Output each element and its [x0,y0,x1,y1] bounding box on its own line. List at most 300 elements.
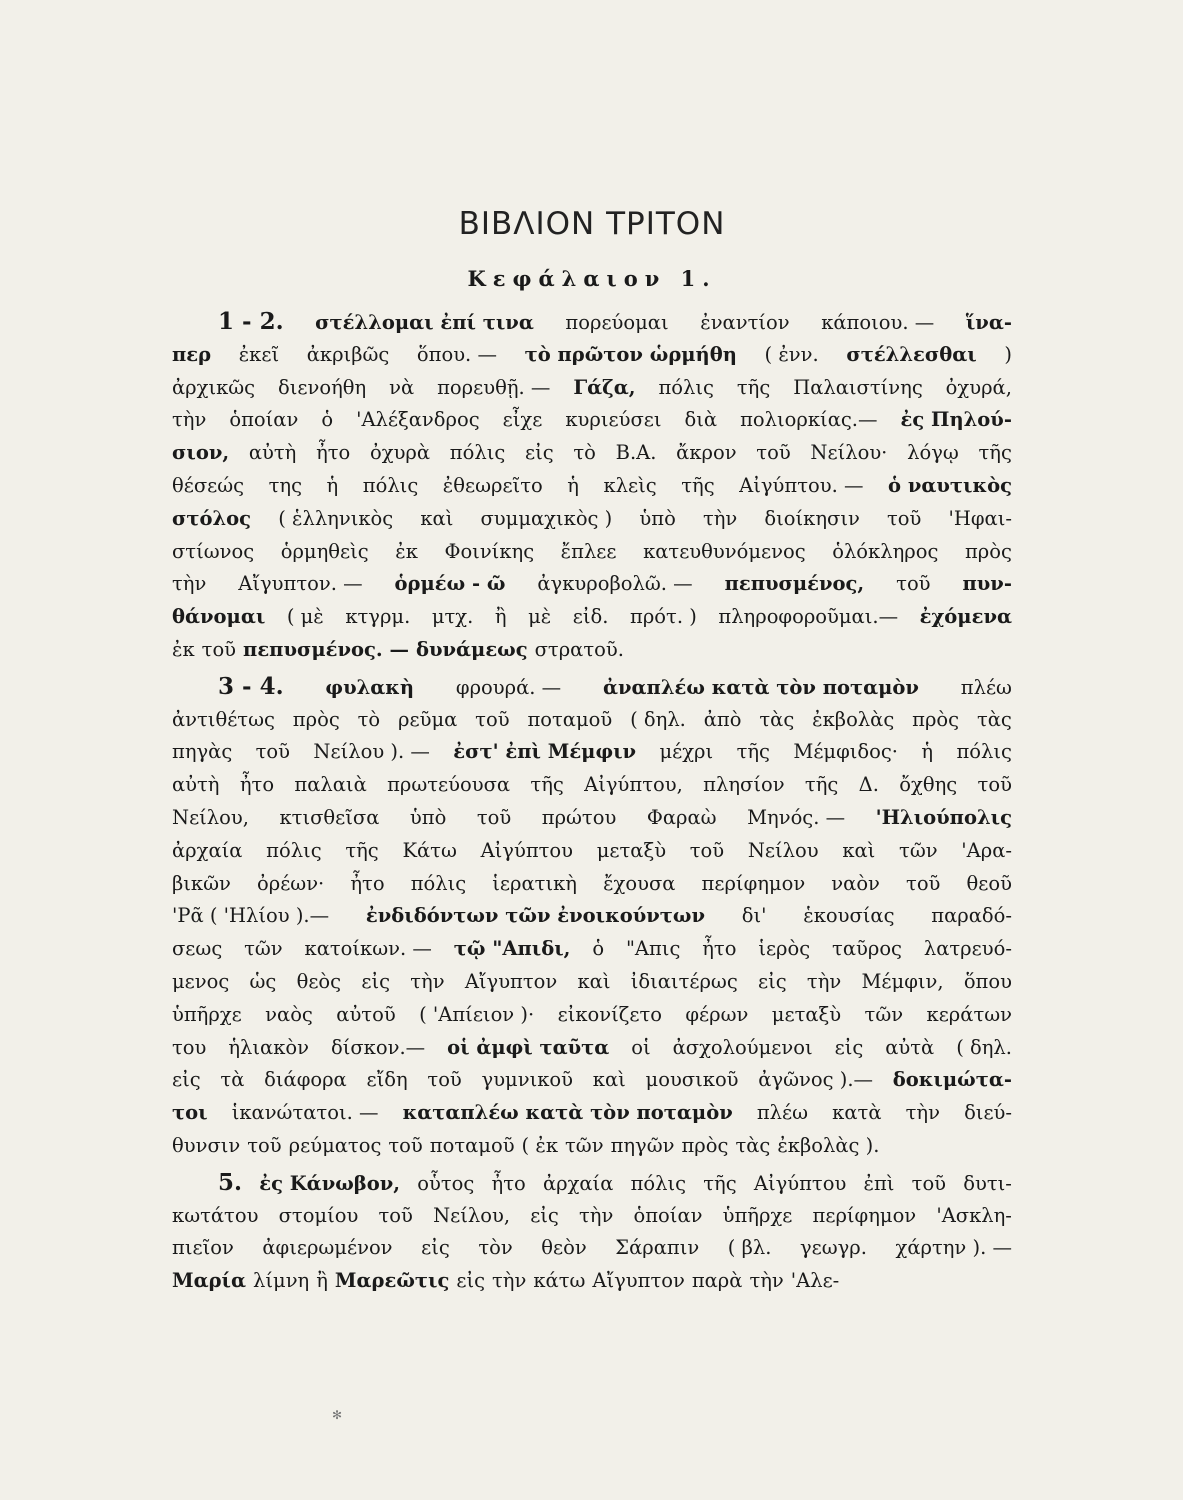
gloss-text: Μέμφιδος· [793,740,899,764]
gloss-text: οὗτος [417,1171,475,1195]
gloss-text: θέσεώς [172,473,245,497]
gloss-text: διεύ- [964,1101,1012,1125]
gloss-text: τὴν [806,969,842,993]
gloss-text: τοῦ [427,1068,462,1092]
gloss-text: ἀρχικῶς [172,375,256,399]
gloss-text: τὴν [579,1203,614,1227]
gloss-text: ὑπῆρχε [172,1002,242,1026]
gloss-text: κυριεύσει [565,408,662,432]
text-line [172,404,1012,437]
gloss-text: πλέω [756,1101,809,1125]
gloss-text: περίφημον [812,1203,917,1227]
gloss-text: πρώτου [541,805,617,829]
lemma-term: Μαρία [172,1269,247,1293]
text-line [172,306,1012,339]
lemma-term: ἐχόμενα [919,605,1012,629]
ornament-mark: ✻ [332,1408,343,1422]
gloss-text: ἢ [494,605,507,629]
gloss-text: θυνσιν [172,1133,241,1157]
lemma-term: πεπυσμένος, [724,572,865,596]
gloss-text: Δ. [858,773,879,797]
gloss-text: τὴν [749,1269,784,1293]
gloss-text: στίωνος [172,539,255,563]
gloss-text: τοῦ [911,1171,947,1195]
gloss-text: πληροφοροῦμαι.— [718,605,899,629]
gloss-text: ἢ [316,1269,328,1293]
gloss-text: τοῦ [388,1133,423,1157]
gloss-text: τὴν [172,572,207,596]
gloss-text: πρὸς [912,707,960,731]
gloss-text: ἐκ [172,637,195,661]
gloss-text: ἐναντίον [700,311,790,334]
gloss-text: ὁρμηθεὶς [280,539,369,563]
gloss-text: κεράτων [926,1002,1012,1026]
text-line [172,1064,1012,1097]
gloss-text: ἔχουσα [603,871,676,895]
gloss-text: Φαραὼ [646,805,717,829]
gloss-text: μεταξὺ [771,1002,842,1026]
gloss-text: του [172,1035,207,1059]
gloss-text: ὁλόκληρος [832,539,939,563]
gloss-text: τοῦ [476,805,512,829]
gloss-text: τὸ [357,707,381,731]
text-line [172,372,1012,405]
gloss-text: κάποιου. — [821,311,935,334]
gloss-text: τοῦ [201,637,237,661]
gloss-text: Μέμφιν, [861,969,944,993]
gloss-text: ἡ [567,473,579,497]
gloss-text: Νείλου ). — [313,740,430,764]
gloss-text: τὴν [410,969,445,993]
text-line [172,470,1012,503]
gloss-text: πολιορκίας.— [740,408,878,432]
lemma-term: ἐς Πηλού- [900,408,1012,432]
gloss-text: ὄχθης [899,773,958,797]
gloss-text: εἰς [456,1269,486,1293]
gloss-text: Παλαιστίνης [793,375,923,399]
gloss-text: διενοήθη [278,375,367,399]
gloss-text: πιεῖον [172,1236,234,1260]
text-line [172,568,1012,601]
gloss-text: αὐτοῦ [336,1002,396,1026]
gloss-text: ἱερατικὴ [492,871,577,895]
gloss-text: Νείλου· [810,441,888,465]
gloss-text: μουσικοῦ [645,1068,739,1092]
gloss-text: πόλις [956,740,1012,764]
gloss-text: πηγὰς [172,740,233,764]
gloss-text: 'Ρᾶ ( 'Ηλίου ).— [172,904,330,928]
gloss-text: Κάτω [402,838,457,862]
gloss-text: ἦτο [316,441,351,465]
lemma-term: Γάζα, [573,375,636,399]
gloss-text: καὶ [420,506,454,530]
gloss-text: τοῦ [906,871,941,895]
gloss-text: μέχρι [659,740,714,764]
gloss-text: ἐκεῖ [238,342,280,366]
paragraph [172,306,1012,667]
gloss-text: μτχ. [431,605,474,629]
gloss-text: αὐτὴ [172,773,220,797]
gloss-text: Β.Α. [615,441,657,465]
gloss-text: ἐκβολὰς ). [777,1133,880,1157]
gloss-text: δυτι- [963,1171,1012,1195]
gloss-text: πόλις [658,375,714,399]
gloss-text: τὰς [976,707,1012,731]
gloss-text: τὴν [702,506,738,530]
gloss-text: φρουρά. — [455,675,562,699]
text-line [172,1167,1012,1200]
gloss-text: θεὸν [541,1236,587,1260]
gloss-text: ναὸς [265,1002,313,1026]
gloss-text: λόγῳ [907,441,959,465]
gloss-text: παλαιὰ [294,773,367,797]
text-line [172,933,1012,966]
gloss-text: ἡ [326,473,339,497]
text-line [172,339,1012,372]
gloss-text: παρὰ [691,1269,743,1293]
gloss-text: εἰς [361,969,391,993]
lemma-term: ὁ ναυτικὸς [888,473,1012,497]
gloss-text: ( ἐνν. [764,342,819,366]
gloss-text: τῆς [681,473,715,497]
gloss-text: εἶχε [502,408,543,432]
paragraph [172,671,1012,1163]
lemma-term: τοι [172,1101,208,1125]
section-number: 3 - 4. [218,672,284,700]
text-line [172,966,1012,999]
lemma-term: ἀναπλέω κατὰ τὸν ποταμὸν [603,675,919,699]
gloss-text: τοῦ [255,740,291,764]
commentary-body [172,306,1012,1302]
lemma-term: θάνομαι [172,605,266,629]
gloss-text: τῆς [736,375,771,399]
gloss-text: εἰς [530,1203,559,1227]
text-line [172,536,1012,569]
gloss-text: τὴν [172,408,207,432]
gloss-text: ἔπλεε [560,539,617,563]
gloss-text: οἱ [631,1035,651,1059]
gloss-text: διοίκησιν [764,506,860,530]
lemma-term: Μαρεῶτις [334,1269,450,1293]
gloss-text: ἦτο [491,1171,526,1195]
gloss-text: Νείλου, [433,1203,511,1227]
gloss-text: ὁποίαν [229,408,299,432]
gloss-text: ἄκρον [676,441,737,465]
gloss-text: κλεὶς [603,473,657,497]
gloss-text: νὰ [389,375,415,399]
gloss-text: περίφημον [701,871,806,895]
gloss-text: τὰς [735,1133,771,1157]
lemma-term: τὸ πρῶτον ὡρμήθη [524,342,737,366]
text-line [172,1097,1012,1130]
gloss-text: μὲ [528,605,552,629]
lemma-term: στέλλεσθαι [846,342,977,366]
gloss-text: εἰς [421,1236,450,1260]
gloss-text: Αἰγύπτου [753,1171,847,1195]
gloss-text: 'Ασκλη- [936,1203,1012,1227]
gloss-text: ( δηλ. [956,1035,1012,1059]
gloss-text: καὶ [577,969,611,993]
text-line [172,1130,1012,1163]
text-line [172,900,1012,933]
lemma-term: ἐς Κάνωβον, [259,1171,401,1195]
gloss-text: τῶν [565,1133,604,1157]
gloss-text: ὀχυρὰ [370,441,431,465]
book-title: ΒΙΒΛΙΟΝ ΤΡΙΤΟΝ [458,206,726,242]
gloss-text: 'Αλε- [790,1269,840,1293]
lemma-term: στόλος [172,506,252,530]
gloss-text: Αἴγυπτον [592,1269,685,1293]
gloss-text: τῆς [530,773,564,797]
gloss-text: ἐθεωρεῖτο [442,473,543,497]
gloss-text: 'Ηφαι- [948,506,1012,530]
gloss-text: τοῦ [977,773,1012,797]
text-line [172,868,1012,901]
text-line [172,671,1012,704]
gloss-text: Αἰγύπτου, [584,773,683,797]
gloss-text: τοῦ [689,838,725,862]
gloss-text: πόλις [362,473,419,497]
gloss-text: χάρτην ). — [895,1236,1012,1260]
gloss-text: κατοίκων. — [304,937,432,961]
gloss-text: ὡς [249,969,277,993]
gloss-text: πηγῶν [610,1133,675,1157]
gloss-text: ἐκβολὰς [812,707,895,731]
gloss-text: πρὸς [292,707,340,731]
gloss-text: ἀρχαία [172,838,243,862]
gloss-text: πόλις [410,871,467,895]
gloss-text: τὸν [478,1236,513,1260]
gloss-text: ἦτο [239,773,275,797]
gloss-text: ἀντιθέτως [172,707,275,731]
gloss-text: Αἰγύπτου [480,838,574,862]
gloss-text: παραδό- [931,904,1012,928]
text-line [172,704,1012,737]
text-line [172,1232,1012,1265]
text-line [172,736,1012,769]
gloss-text: εἰς [834,1035,864,1059]
gloss-text: ἡ [921,740,934,764]
gloss-text: πρότ. ) [630,605,697,629]
section-number: 1 - 2. [218,308,284,335]
gloss-text: ( βλ. [727,1236,772,1260]
gloss-text: εἰς [758,969,787,993]
gloss-text: ἐκ [395,539,418,563]
gloss-text: Σάραπιν [615,1236,700,1260]
gloss-text: ) [1004,342,1012,366]
gloss-text: ( δηλ. [630,707,686,731]
text-line [172,1265,1012,1298]
lemma-term: πυν- [962,572,1012,596]
gloss-text: ἀπὸ [703,707,742,731]
gloss-text: ἀσχολούμενοι [672,1035,813,1059]
gloss-text: ἀκριβῶς [306,342,390,366]
gloss-text: τῆς [978,441,1012,465]
lemma-term: 'Ηλιούπολις [875,805,1012,829]
lemma-term: τῷ "Απιδι, [453,937,571,961]
lemma-term: ἐστ' ἐπὶ Μέμφιν [453,740,637,764]
gloss-text: ἱερὸς [758,937,811,961]
text-line [172,634,1012,667]
gloss-text: διάφορα [264,1068,347,1092]
gloss-text: ὀρέων· [256,871,325,895]
lemma-term: ὁρμέω - ῶ [394,572,506,596]
gloss-text: τοῦ [756,441,791,465]
gloss-text: πρωτεύουσα [387,773,511,797]
gloss-text: της [268,473,303,497]
gloss-text: κατὰ [832,1101,882,1125]
gloss-text: γεωγρ. [799,1236,867,1260]
gloss-text: μεταξὺ [596,838,667,862]
gloss-text: σεως [172,937,223,961]
lemma-term: οἱ ἀμφὶ ταῦτα [447,1035,610,1059]
gloss-text: θεὸς [296,969,342,993]
gloss-text: φέρων [685,1002,749,1026]
gloss-text: αὐτὰ [885,1035,935,1059]
gloss-text: κτισθεῖσα [279,805,380,829]
gloss-text: Αἰγύπτου. — [739,473,864,497]
gloss-text: 'Αλέξανδρος [356,408,480,432]
gloss-text: τῆς [804,773,839,797]
text-line [172,802,1012,835]
gloss-text: λατρευό- [923,937,1012,961]
gloss-text: πρὸς [964,539,1012,563]
gloss-text: 'Αρα- [961,838,1012,862]
gloss-text: διὰ [684,408,718,432]
gloss-text: πρὸς [681,1133,729,1157]
lemma-term: σιον, [172,441,230,465]
gloss-text: πόλις [630,1171,687,1195]
text-line [172,999,1012,1032]
gloss-text: δίσκον.— [330,1035,426,1059]
gloss-text: ναὸν [831,871,880,895]
gloss-text: πορευθῇ. — [437,375,551,399]
gloss-text: ἦτο [350,871,385,895]
gloss-text: καὶ [842,838,876,862]
text-line [172,769,1012,802]
gloss-text: μενος [172,969,230,993]
gloss-text: ὑπὸ [639,506,676,530]
gloss-text: πόλις [266,838,322,862]
gloss-text: ρεῦμα [398,707,458,731]
gloss-text: ὁποίαν [633,1203,703,1227]
gloss-text: ( 'Απίειον )· [419,1002,535,1026]
gloss-text: ταῦρος [832,937,902,961]
gloss-text: στρατοῦ. [534,637,624,661]
gloss-text: δι' [741,904,767,928]
gloss-text: εἰκονίζετο [557,1002,662,1026]
gloss-text: ἱκανώτατοι. — [231,1101,379,1125]
gloss-text: κτγρμ. [345,605,411,629]
gloss-text: λίμνη [253,1269,310,1293]
gloss-text: τῆς [345,838,379,862]
gloss-text: καὶ [592,1068,626,1092]
gloss-text: ἰδιαιτέρως [630,969,738,993]
lemma-term: ἵνα- [965,311,1012,334]
gloss-text: ( μὲ [286,605,324,629]
gloss-text: εἰς [172,1068,201,1092]
gloss-text: ὅπου. — [416,342,497,366]
gloss-text: ὅπου [963,969,1012,993]
gloss-text: τοῦ [247,1133,282,1157]
gloss-text: Αἴγυπτον [464,969,558,993]
gloss-text: τῆς [703,1171,737,1195]
gloss-text: ( ἑλληνικὸς [278,506,394,530]
gloss-text: τῶν [244,937,283,961]
gloss-text: πορεύομαι [565,311,669,334]
gloss-text: τὴν [905,1101,940,1125]
gloss-text: γυμνικοῦ [481,1068,574,1092]
gloss-text: πλησίον [703,773,785,797]
gloss-text: Αἴγυπτον. — [238,572,363,596]
gloss-text: Φοινίκης [444,539,535,563]
chapter-heading: Κεφάλαιον 1. [467,266,717,291]
gloss-text: τὸ [573,441,596,465]
gloss-text: τὴν [492,1269,527,1293]
text-line [172,1200,1012,1233]
gloss-text: στομίου [278,1203,359,1227]
gloss-text: εἰς [524,441,554,465]
gloss-text: ρεύματος [288,1133,382,1157]
gloss-text: ὁ [321,408,334,432]
gloss-text: ὑπὸ [409,805,447,829]
gloss-text: τῶν [899,838,938,862]
text-line [172,437,1012,470]
gloss-text: πόλις [449,441,506,465]
document-page [172,0,1012,1500]
gloss-text: ἀγκυροβολῶ. — [537,572,693,596]
gloss-text: τοῦ [378,1203,413,1227]
gloss-text: βικῶν [172,871,231,895]
gloss-text: συμμαχικὸς ) [480,506,613,530]
gloss-text: τοῦ [896,572,931,596]
lemma-term: δυνάμεως [415,637,528,661]
gloss-text: τῆς [736,740,770,764]
lemma-term: ἐνδιδόντων τῶν ἐνοικούντων [365,904,705,928]
gloss-text: εἴδη [366,1068,408,1092]
gloss-text: κωτάτου [172,1203,259,1227]
gloss-text: τῶν [864,1002,904,1026]
gloss-text: ἀγῶνος ).— [758,1068,874,1092]
gloss-text: Νείλου, [172,805,249,829]
gloss-text: ποταμοῦ [527,707,613,731]
text-line [172,601,1012,634]
gloss-text: Νείλου [747,838,819,862]
gloss-text: αὐτὴ [248,441,297,465]
gloss-text: ὑπῆρχε [722,1203,793,1227]
gloss-text: "Απις [625,937,681,961]
gloss-text: Μηνός. — [747,805,846,829]
gloss-text: ἀφιερωμένον [262,1236,393,1260]
text-line [172,1032,1012,1065]
gloss-text: κατευθυνόμενος [643,539,806,563]
gloss-text: ἡλιακὸν [228,1035,309,1059]
gloss-text: τὰς [759,707,795,731]
lemma-term: πεπυσμένος. — [243,637,409,661]
paragraph [172,1167,1012,1298]
gloss-text: ἑκουσίας [803,904,895,928]
lemma-term: φυλακὴ [325,675,415,699]
gloss-text: ( ἐκ [521,1133,559,1157]
gloss-text: τοῦ [886,506,922,530]
text-line [172,503,1012,536]
gloss-text: ὁ [592,937,605,961]
gloss-text: τὰ [220,1068,245,1092]
gloss-text: ὀχυρά, [945,375,1012,399]
gloss-text: κάτω [533,1269,586,1293]
gloss-text: θεοῦ [966,871,1012,895]
gloss-text: εἰδ. [572,605,609,629]
